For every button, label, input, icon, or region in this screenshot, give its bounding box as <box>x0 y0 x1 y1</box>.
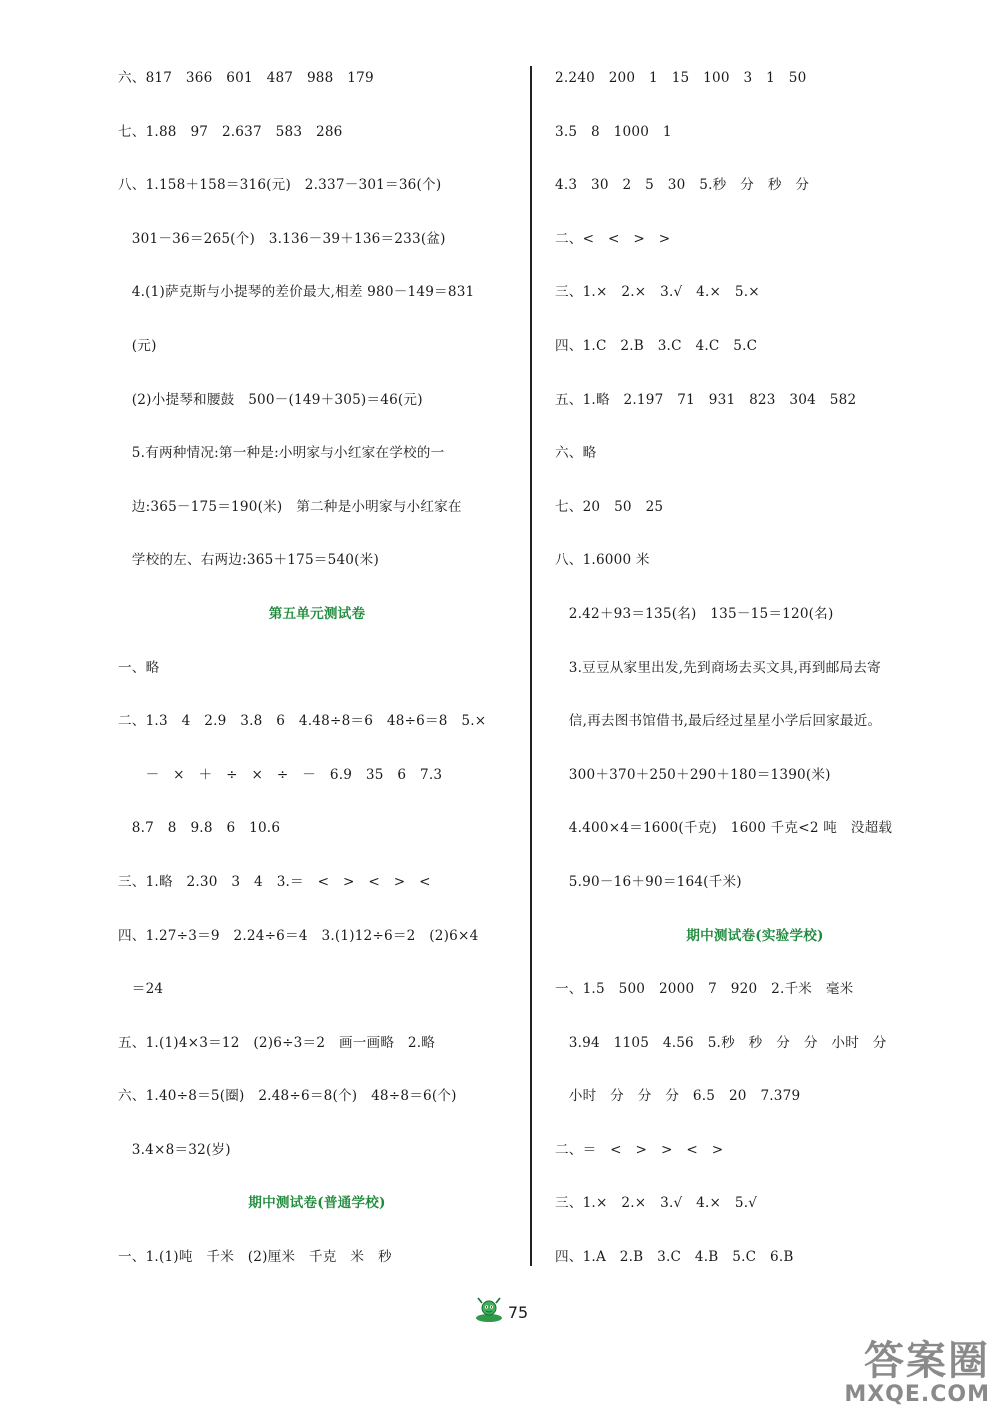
left-answer-line: 一、1.(1)吨 千米 (2)厘米 千克 米 秒 <box>118 1249 392 1266</box>
watermark-sub: MXQE.COM <box>844 1382 990 1407</box>
right-answer-line: 二、< < > > <box>555 230 671 247</box>
left-answer-line: 边:365－175＝190(米) 第二种是小明家与小红家在 <box>118 498 462 515</box>
right-answer-line: 二、＝ < > > < > <box>555 1141 724 1158</box>
right-answer-line: 一、1.5 500 2000 7 920 2.千米 毫米 <box>555 981 854 998</box>
right-answer-line: 3.94 1105 4.56 5.秒 秒 分 分 小时 分 <box>555 1034 887 1051</box>
left-answer-line: 三、1.略 2.30 3 4 3.＝ < > < > < <box>118 873 431 890</box>
right-answer-line: 3.5 8 1000 1 <box>555 123 672 140</box>
left-answer-line: － × ＋ ÷ × ÷ － 6.9 35 6 7.3 <box>118 766 443 783</box>
left-answer-line: 七、1.88 97 2.637 583 286 <box>118 123 343 140</box>
right-answer-line: 3.豆豆从家里出发,先到商场去买文具,再到邮局去寄 <box>555 659 881 676</box>
right-answer-line: 4.3 30 2 5 30 5.秒 分 秒 分 <box>555 177 810 194</box>
left-answer-line: 4.(1)萨克斯与小提琴的差价最大,相差 980－149＝831 <box>118 284 475 301</box>
left-answer-line: 五、1.(1)4×3＝12 (2)6÷3＝2 画一画略 2.略 <box>118 1034 436 1051</box>
right-column <box>555 52 955 1285</box>
page-footer <box>0 1296 1000 1328</box>
left-answer-line: 8.7 8 9.8 6 10.6 <box>118 820 281 837</box>
watermark-logo <box>825 1338 990 1410</box>
right-answer-line: 5.90－16＋90＝164(千米) <box>555 873 742 890</box>
left-answer-line: (2)小提琴和腰鼓 500－(149＋305)＝46(元) <box>118 391 423 408</box>
left-answer-line: ＝24 <box>118 981 164 998</box>
right-answer-line: 2.240 200 1 15 100 3 1 50 <box>555 70 807 86</box>
right-section-heading: 期中测试卷(实验学校) <box>686 927 824 944</box>
right-answer-line: 小时 分 分 分 6.5 20 7.379 <box>555 1088 801 1105</box>
left-answer-line: 八、1.158＋158＝316(元) 2.337－301＝36(个) <box>118 177 442 194</box>
right-answer-line: 信,再去图书馆借书,最后经过星星小学后回家最近。 <box>555 713 882 730</box>
left-answer-line: 一、略 <box>118 659 160 676</box>
left-answer-line: 四、1.27÷3＝9 2.24÷6＝4 3.(1)12÷6＝2 (2)6×4 <box>118 927 479 944</box>
left-column <box>118 52 516 1285</box>
right-answer-line: 三、1.× 2.× 3.√ 4.× 5.√ <box>555 1195 758 1212</box>
left-answer-line: 301－36＝265(个) 3.136－39＋136＝233(盆) <box>118 230 446 247</box>
right-answer-line: 八、1.6000 米 <box>555 552 650 569</box>
right-answer-line: 五、1.略 2.197 71 931 823 304 582 <box>555 391 857 408</box>
left-answer-line: 六、1.40÷8＝5(圈) 2.48÷6＝8(个) 48÷8＝6(个) <box>118 1088 457 1105</box>
left-answer-line: 二、1.3 4 2.9 3.8 6 4.48÷8＝6 48÷6＝8 5.× <box>118 713 487 730</box>
right-answer-line: 四、1.A 2.B 3.C 4.B 5.C 6.B <box>555 1249 794 1266</box>
cartoon-mascot-icon <box>472 1297 506 1327</box>
left-answer-line: (元) <box>118 337 157 354</box>
left-answer-line: 学校的左、右两边:365＋175＝540(米) <box>118 552 379 569</box>
right-answer-line: 2.42＋93＝135(名) 135－15＝120(名) <box>555 605 834 622</box>
left-section-heading: 期中测试卷(普通学校) <box>248 1195 386 1212</box>
right-answer-line: 4.400×4＝1600(千克) 1600 千克<2 吨 没超载 <box>555 820 893 837</box>
left-answer-line: 3.4×8＝32(岁) <box>118 1141 231 1158</box>
column-divider <box>530 66 532 1266</box>
right-answer-line: 三、1.× 2.× 3.√ 4.× 5.× <box>555 284 760 301</box>
left-answer-line: 5.有两种情况:第一种是:小明家与小红家在学校的一 <box>118 445 445 462</box>
page-number: 75 <box>507 1302 529 1322</box>
right-answer-line: 七、20 50 25 <box>555 498 664 515</box>
right-answer-line: 300＋370＋250＋290＋180＝1390(米) <box>555 766 831 783</box>
right-answer-line: 四、1.C 2.B 3.C 4.C 5.C <box>555 337 758 354</box>
watermark-main: 答案圈 <box>864 1338 990 1384</box>
right-answer-line: 六、略 <box>555 445 597 462</box>
left-section-heading: 第五单元测试卷 <box>268 605 366 622</box>
left-answer-line: 六、817 366 601 487 988 179 <box>118 70 374 86</box>
